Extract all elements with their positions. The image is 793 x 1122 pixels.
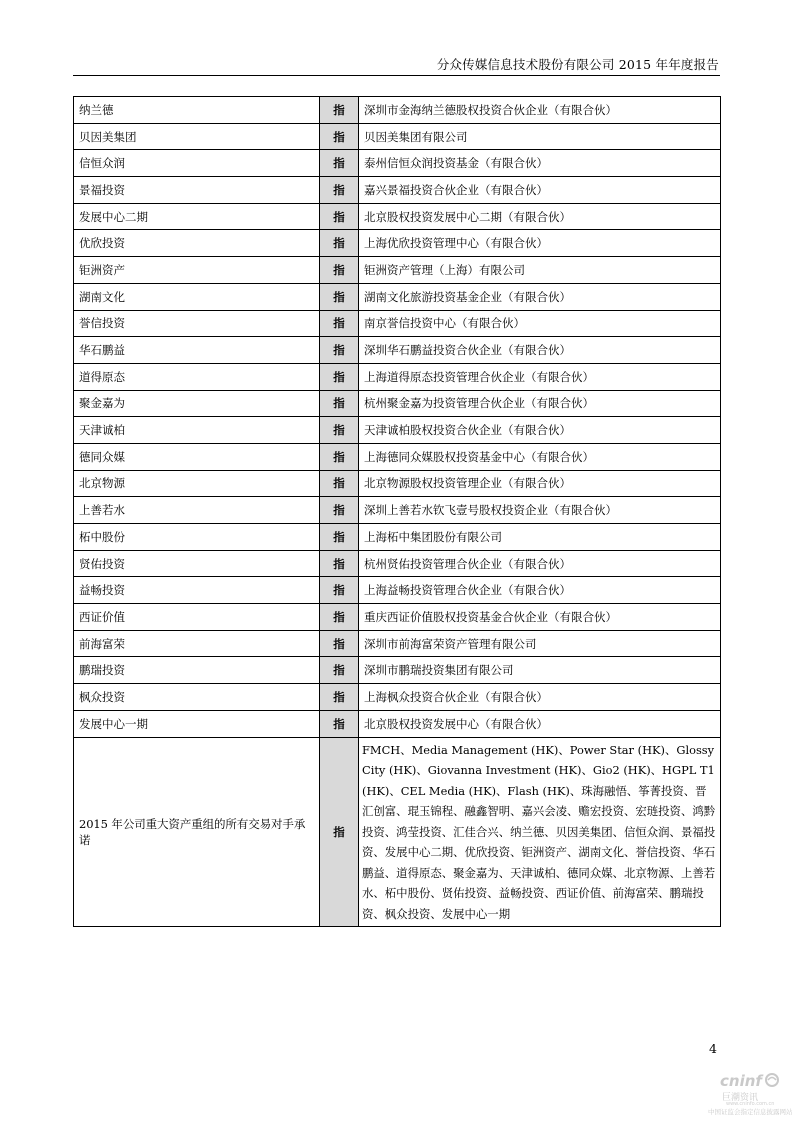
- term-cell: 贤佑投资: [74, 550, 320, 577]
- definition-cell: 上海道得原态投资管理合伙企业（有限合伙）: [359, 363, 721, 390]
- separator-cell: 指: [320, 363, 359, 390]
- separator-cell: 指: [320, 604, 359, 631]
- definition-cell: 深圳市前海富荣资产管理有限公司: [359, 630, 721, 657]
- term-cell: 益畅投资: [74, 577, 320, 604]
- separator-cell: 指: [320, 390, 359, 417]
- term-cell: 道得原态: [74, 363, 320, 390]
- term-cell: 天津诚柏: [74, 417, 320, 444]
- term-cell: 德同众媒: [74, 443, 320, 470]
- term-cell: 信恒众润: [74, 150, 320, 177]
- definition-cell: 上海柘中集团股份有限公司: [359, 524, 721, 551]
- term-cell: 贝因美集团: [74, 123, 320, 150]
- term-cell: 纳兰德: [74, 97, 320, 124]
- definition-cell: 南京誉信投资中心（有限合伙）: [359, 310, 721, 337]
- separator-cell: 指: [320, 283, 359, 310]
- definition-cell: 北京物源股权投资管理企业（有限合伙）: [359, 470, 721, 497]
- table-row: [74, 577, 721, 604]
- separator-cell: 指: [320, 737, 359, 927]
- table-row: [74, 630, 721, 657]
- definition-cell: 杭州贤佑投资管理合伙企业（有限合伙）: [359, 550, 721, 577]
- separator-cell: 指: [320, 443, 359, 470]
- header-rule: [73, 75, 720, 76]
- table-row: [74, 684, 721, 711]
- table-row: [74, 150, 721, 177]
- term-cell: 华石鹏益: [74, 337, 320, 364]
- definition-cell: 重庆西证价值股权投资基金合伙企业（有限合伙）: [359, 604, 721, 631]
- definition-cell: 杭州聚金嘉为投资管理合伙企业（有限合伙）: [359, 390, 721, 417]
- separator-cell: 指: [320, 710, 359, 737]
- table-row: [74, 337, 721, 364]
- term-cell: 上善若水: [74, 497, 320, 524]
- term-cell: 枫众投资: [74, 684, 320, 711]
- separator-cell: 指: [320, 230, 359, 257]
- term-cell: 西证价值: [74, 604, 320, 631]
- term-cell: 北京物源: [74, 470, 320, 497]
- separator-cell: 指: [320, 150, 359, 177]
- table-row-counterparties: [74, 737, 721, 927]
- table-row: [74, 443, 721, 470]
- term-cell: 2015 年公司重大资产重组的所有交易对手承诺: [74, 737, 320, 927]
- definition-cell: 深圳市金海纳兰德股权投资合伙企业（有限合伙）: [359, 97, 721, 124]
- report-header-title: 分众传媒信息技术股份有限公司 2015 年年度报告: [436, 57, 719, 72]
- separator-cell: 指: [320, 257, 359, 284]
- definition-cell: 泰州信恒众润投资基金（有限合伙）: [359, 150, 721, 177]
- table-row: [74, 657, 721, 684]
- table-row: [74, 177, 721, 204]
- definition-cell: 钜洲资产管理（上海）有限公司: [359, 257, 721, 284]
- cninfo-watermark-logo: [708, 1072, 793, 1118]
- definition-cell: 上海益畅投资管理合伙企业（有限合伙）: [359, 577, 721, 604]
- page-number: 4: [709, 1041, 717, 1056]
- definition-cell: 深圳华石鹏益投资合伙企业（有限合伙）: [359, 337, 721, 364]
- table-row: [74, 310, 721, 337]
- term-cell: 柘中股份: [74, 524, 320, 551]
- definition-cell: 北京股权投资发展中心（有限合伙）: [359, 710, 721, 737]
- definition-cell: 湖南文化旅游投资基金企业（有限合伙）: [359, 283, 721, 310]
- definition-cell: FMCH、Media Management (HK)、Power Star (HK)、Glossy City (HK)、Giovanna Investment (HK)、Gio2 (HK)、HGPL T1 (HK)、CEL Media (HK)、Flash (HK)、珠海融悟、筝菁投资、晋汇创富、琨玉锦程、融鑫智明、嘉兴会凌、赡宏投资、宏琏投资、鸿黔投资、鸿莹投资、汇佳合兴、纳兰德、贝因美集团、信恒众润、景福投资、发展中心二期、优欣投资、钜洲资产、湖南文化、誉信投资、华石鹏益、道得原态、聚金嘉为、天津诚柏、德同众媒、北京物源、上善若水、柘中股份、贤佑投资、益畅投资、西证价值、前海富荣、鹏瑞投资、枫众投资、发展中心一期: [359, 737, 721, 927]
- separator-cell: 指: [320, 577, 359, 604]
- separator-cell: 指: [320, 203, 359, 230]
- term-cell: 发展中心二期: [74, 203, 320, 230]
- definition-cell: 上海枫众投资合伙企业（有限合伙）: [359, 684, 721, 711]
- separator-cell: 指: [320, 497, 359, 524]
- separator-cell: 指: [320, 470, 359, 497]
- term-cell: 优欣投资: [74, 230, 320, 257]
- term-cell: 聚金嘉为: [74, 390, 320, 417]
- definition-cell: 北京股权投资发展中心二期（有限合伙）: [359, 203, 721, 230]
- table-row: [74, 604, 721, 631]
- table-row: [74, 363, 721, 390]
- logo-subtitle: 中国证监会指定信息披露网站: [708, 1108, 793, 1116]
- table-row: [74, 524, 721, 551]
- separator-cell: 指: [320, 684, 359, 711]
- separator-cell: 指: [320, 550, 359, 577]
- table-row: [74, 123, 721, 150]
- definition-cell: 嘉兴景福投资合伙企业（有限合伙）: [359, 177, 721, 204]
- term-cell: 景福投资: [74, 177, 320, 204]
- definition-cell: 上海德同众媒股权投资基金中心（有限合伙）: [359, 443, 721, 470]
- table-row: [74, 470, 721, 497]
- table-row: [74, 203, 721, 230]
- table-row: [74, 257, 721, 284]
- separator-cell: 指: [320, 524, 359, 551]
- definition-cell: 深圳市鹏瑞投资集团有限公司: [359, 657, 721, 684]
- separator-cell: 指: [320, 337, 359, 364]
- separator-cell: 指: [320, 417, 359, 444]
- table-row: [74, 230, 721, 257]
- separator-cell: 指: [320, 310, 359, 337]
- separator-cell: 指: [320, 123, 359, 150]
- definitions-table: [73, 96, 721, 927]
- definition-cell: 上海优欣投资管理中心（有限合伙）: [359, 230, 721, 257]
- separator-cell: 指: [320, 657, 359, 684]
- table-row: [74, 550, 721, 577]
- term-cell: 前海富荣: [74, 630, 320, 657]
- table-row: [74, 417, 721, 444]
- table-row: [74, 97, 721, 124]
- logo-brand-cn: 巨潮资讯: [722, 1093, 759, 1103]
- separator-cell: 指: [320, 97, 359, 124]
- separator-cell: 指: [320, 177, 359, 204]
- logo-url: www.cninfo.com.cn: [726, 1101, 775, 1107]
- definition-cell: 贝因美集团有限公司: [359, 123, 721, 150]
- table-row: [74, 710, 721, 737]
- term-cell: 鹏瑞投资: [74, 657, 320, 684]
- separator-cell: 指: [320, 630, 359, 657]
- table-row: [74, 390, 721, 417]
- cninfo-swirl-icon: [765, 1073, 779, 1087]
- definitions-table-body: [74, 97, 721, 927]
- term-cell: 湖南文化: [74, 283, 320, 310]
- term-cell: 誉信投资: [74, 310, 320, 337]
- definition-cell: 天津诚柏股权投资合伙企业（有限合伙）: [359, 417, 721, 444]
- logo-brand: cninf: [720, 1072, 762, 1090]
- term-cell: 发展中心一期: [74, 710, 320, 737]
- table-row: [74, 497, 721, 524]
- term-cell: 钜洲资产: [74, 257, 320, 284]
- definition-cell: 深圳上善若水钦飞壹号股权投资企业（有限合伙）: [359, 497, 721, 524]
- table-row: [74, 283, 721, 310]
